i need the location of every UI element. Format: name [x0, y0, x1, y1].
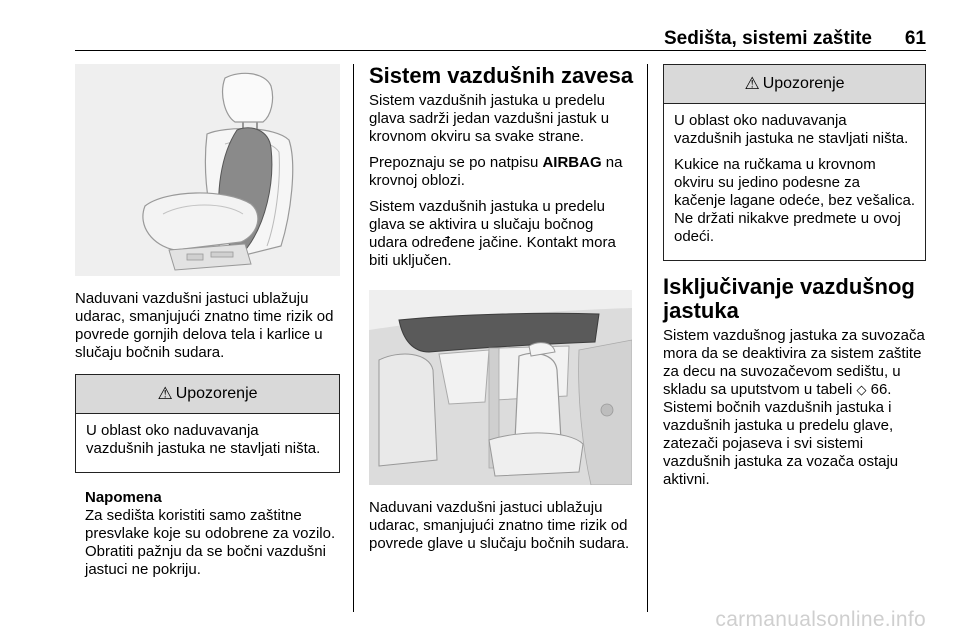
section-title-deactivation: Isključivanje vazdušnog jastuka	[663, 274, 915, 323]
page-reference-icon[interactable]: ◇	[856, 382, 867, 397]
watermark: carmanualsonline.info	[715, 608, 926, 631]
header-title: Sedišta, sistemi zaštite	[663, 28, 872, 49]
note-text: Za sedišta koristiti samo zaštitne presvlake koje su odobrene za vozilo. Obratiti pažnju da se bočni vazdušni jastuci ne pokriju.	[85, 507, 336, 578]
warning-text: U oblast oko naduvavanja vazdušnih jastuka ne stavljati ništa.	[674, 112, 909, 147]
warning-text: Kukice na ručkama u krovnom okviru su jedino podesne za kačenje lagane odeće, bez vešalica. Ne držati nikakve predmete u ovoj odeći.	[674, 156, 915, 245]
warning-header	[76, 375, 339, 414]
text-span: na krovnoj oblozi.	[369, 154, 623, 189]
page-number: 61	[904, 28, 926, 49]
airbag-label-text: AIRBAG	[542, 154, 602, 171]
note-title: Napomena	[85, 489, 162, 506]
warning-text: U oblast oko naduvavanja vazdušnih jastuka ne stavljati ništa.	[86, 422, 321, 457]
warning-title: Upozorenje	[762, 75, 845, 92]
column-left	[75, 64, 340, 579]
deactivation-paragraph	[663, 327, 926, 489]
paragraph: Sistem vazdušnih jastuka u predelu glava se aktivira u slučaju bočnog udara određene jačine. Kontakt mora biti uključen.	[369, 198, 616, 269]
text-span: Sistem vazdušnog jastuka za suvozača mora da se deaktivira za sistem zaštite za decu na suvozačevom sedištu, u skladu sa uputstvom u tabeli	[663, 327, 925, 398]
car-interior-curtain-image	[369, 290, 632, 485]
note-block	[75, 489, 340, 579]
warning-box-right	[663, 64, 926, 261]
paragraph: Sistem vazdušnih jastuka u predelu glava sadrži jedan vazdušni jastuk u krovnom okviru sa svake strane.	[369, 92, 610, 145]
column-middle	[369, 64, 634, 553]
warning-body	[76, 414, 339, 472]
seat-airbag-illustration	[75, 64, 340, 276]
warning-triangle-icon: ⚠	[157, 384, 173, 403]
paragraph-airbag-label	[369, 154, 634, 190]
text-span: 66. Sistemi bočnih vazdušnih jastuka i vazdušnih jastuka u predelu glave, zatezači pojaseva i svi sistemi vazdušnih jastuka za vozača ostaju aktivni.	[663, 381, 899, 488]
seat-side-airbag-image	[75, 64, 340, 276]
warning-box-left	[75, 374, 340, 473]
column-divider	[647, 64, 648, 612]
warning-body	[664, 104, 925, 260]
seat-figure-caption: Naduvani vazdušni jastuci ublažuju udarac, smanjujući znatno time rizik od povrede gornjih delova tela i karlice u slučaju bočnih sudara.	[75, 290, 334, 361]
column-divider	[353, 64, 354, 612]
text-span: Prepoznaju se po natpisu	[369, 154, 543, 171]
warning-title: Upozorenje	[175, 385, 258, 402]
warning-header	[664, 65, 925, 104]
header-rule	[75, 50, 926, 51]
curtain-figure-caption: Naduvani vazdušni jastuci ublažuju udarac, smanjujući znatno time rizik od povrede glave u slučaju bočnih sudara.	[369, 499, 630, 552]
section-title-curtain: Sistem vazdušnih zavesa	[369, 63, 634, 88]
warning-triangle-icon: ⚠	[744, 74, 760, 93]
column-right	[663, 64, 926, 489]
curtain-airbag-illustration	[369, 290, 632, 485]
